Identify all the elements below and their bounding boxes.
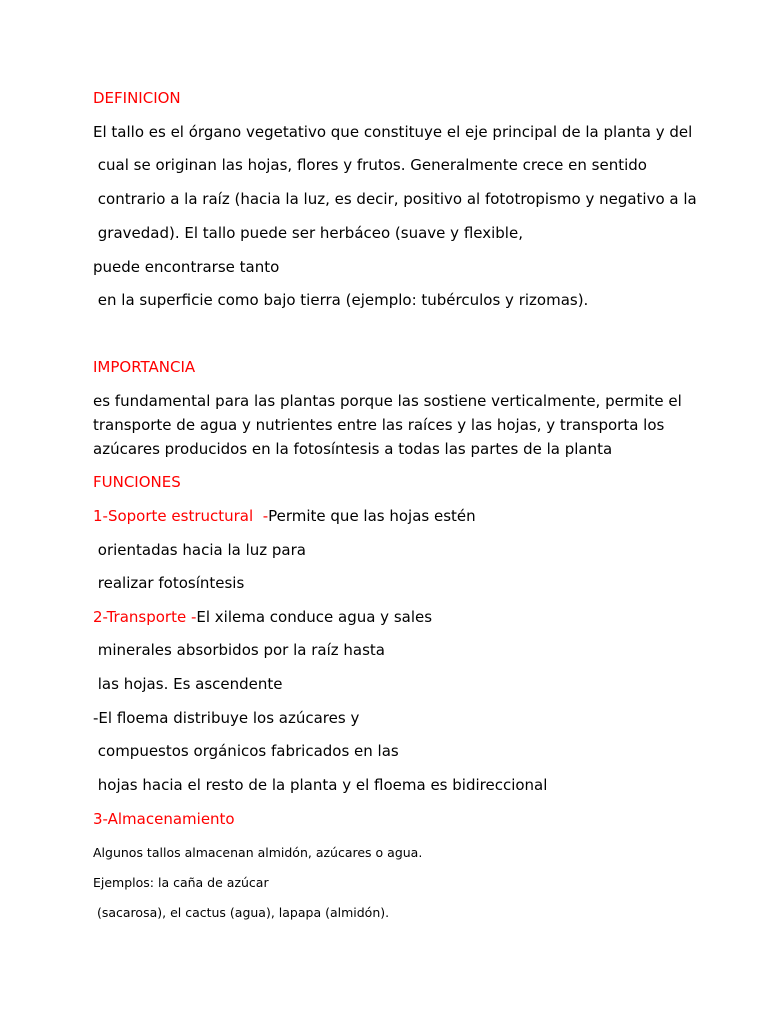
soporte-line: realizar fotosíntesis — [93, 574, 245, 592]
heading-funciones: FUNCIONES — [93, 473, 181, 491]
definicion-line: puede encontrarse tanto — [93, 258, 280, 276]
heading-importancia: IMPORTANCIA — [93, 358, 196, 376]
definicion-line: contrario a la raíz (hacia la luz, es decir, positivo al fototropismo y negativo a la — [93, 190, 697, 208]
almacenamiento-line: (sacarosa), el cactus (agua), lapapa (almidón). — [93, 905, 390, 920]
transporte-line: minerales absorbidos por la raíz hasta — [93, 641, 385, 659]
transporte-line: compuestos orgánicos fabricados en las — [93, 742, 399, 760]
transporte-text: El xilema conduce agua y sales — [196, 608, 433, 626]
almacenamiento-line: Ejemplos: la caña de azúcar — [93, 875, 269, 890]
transporte-line: hojas hacia el resto de la planta y el floema es bidireccional — [93, 776, 548, 794]
soporte-label: 1-Soporte estructural - — [93, 507, 269, 525]
soporte-text: Permite que las hojas estén — [268, 507, 476, 525]
definicion-line: gravedad). El tallo puede ser herbáceo (suave y flexible, — [93, 224, 523, 242]
definicion-line: El tallo es el órgano vegetativo que constituye el eje principal de la planta y del — [93, 123, 693, 141]
definicion-line: en la superficie como bajo tierra (ejemplo: tubérculos y rizomas). — [93, 291, 589, 309]
importancia-line: azúcares producidos en la fotosíntesis a todas las partes de la planta — [93, 440, 613, 458]
almacenamiento-line: Algunos tallos almacenan almidón, azúcares o agua. — [93, 845, 423, 860]
heading-definicion: DEFINICION — [93, 89, 181, 107]
soporte-first-line — [93, 506, 476, 526]
transporte-first-line — [93, 607, 432, 627]
importancia-line: es fundamental para las plantas porque las sostiene verticalmente, permite el — [93, 392, 682, 410]
transporte-label: 2-Transporte - — [93, 608, 197, 626]
almacenamiento-label: 3-Almacenamiento — [93, 810, 235, 828]
transporte-line: -El floema distribuye los azúcares y — [93, 709, 360, 727]
soporte-line: orientadas hacia la luz para — [93, 541, 306, 559]
definicion-line: cual se originan las hojas, flores y frutos. Generalmente crece en sentido — [93, 156, 647, 174]
transporte-line: las hojas. Es ascendente — [93, 675, 283, 693]
importancia-line: transporte de agua y nutrientes entre las raíces y las hojas, y transporta los — [93, 416, 665, 434]
